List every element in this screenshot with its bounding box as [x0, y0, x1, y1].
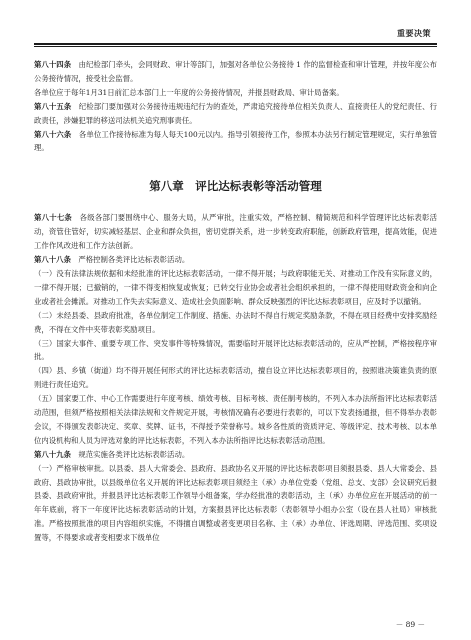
article-text: 严格控制各类评比达标表彰活动。: [70, 255, 190, 265]
article-84-continued: 各单位应于每年1月31日前汇总本部门上一年度的公务接待情况，并报县财政局、审计局备案。: [34, 87, 344, 97]
article-label: 第八十四条: [34, 60, 72, 69]
article-label: 第八十八条: [34, 255, 71, 265]
page-number: － 89 －: [395, 620, 425, 629]
article-89-item-1: （一）严格审核审批。以县委、县人大常委会、县政府、县政协名义开展的评比达标表彰项目须报县委、县人大常委会、县政府、县政协审批，以县级单位名义开展的评比达标表彰项目须经主（承）办单位党委（党组、总支、支部）会议研究后报县委、县政府审批，并报县评比达标表彰工作领导小组备案，学办经批准的表彰活动，主（承）办单位应在开展活动的前一年年底前，将下一年度评比达标表彰活动的计划，方案报县评比达标表彰（表彰领导小组办公室（设在县人社局）审核批准。严格按照批准的项目内容组织实施，不得擅自调整或者变更项目名称、主（承）办单位、评选周期、评选范围、奖项设置等，不得要求或者变相要求下级单位: [34, 463, 437, 543]
article-label: 第八十五条: [34, 101, 72, 111]
article-89: [34, 448, 437, 462]
article-text: 由纪检部门牵头，会同财政、审计等部门，加强对各单位公务接待 1 作的监督检查和审计管理，并按年度公布公务接待情况，接受社会监督。: [34, 60, 437, 83]
article-text: 各级各部门要围绕中心、服务大局，从严审批，注重实效，严格控制、精简规范和科学管理评比达标表彰活动，资管住管好，切实减轻基层、企业和群众负担，密切党群关系，进一步转变政府职能，创新政府管理，提高效能，促进工作作风改进和工作方法创新。: [34, 213, 437, 251]
article-text: 规范实施各类评比达标表彰活动。: [70, 449, 190, 459]
article-text: 纪检部门要加强对公务接待违规违纪行为的查处，严肃追究接待单位相关负责人、直接责任人的党纪责任、行政责任，涉嫌犯罪的移送司法机关追究刑事责任。: [34, 101, 437, 125]
header-rule-thick: [34, 43, 437, 45]
article-label: 第八十七条: [34, 213, 73, 223]
article-88-item-1: （一）没有法律法规依据和未经批准的评比达标表彰活动，一律不得开展；与政府职能无关、对推动工作没有实际意义的，一律不得开展；已撤销的，一律不得变相恢复或恢复；已转交行业协会或者社会组织承担的，一律不得使用财政资金和向企业或者社会摊派。对推动工作失去实际意义、造成社会负面影响、群众反映强烈的评比达标表彰项目，应及时予以撤销。: [34, 268, 437, 306]
article-label: 第八十六条: [34, 129, 72, 139]
article-88-item-2: （二）未经县委、县政府批准，各单位制定工作制度、措施、办法时不得自行规定奖励条款，不得在项目经费中安排奖励经费，不得在文件中夹带表彰奖励项目。: [34, 310, 437, 334]
article-label: 第八十九条: [34, 449, 71, 459]
article-88: [34, 253, 437, 267]
body-text: [34, 58, 437, 545]
article-text: 各单位工作接待标准为每人每天100元以内。指导引领接待工作，参照本办法另行制定管理规定，实行单独管理。: [34, 129, 437, 153]
chapter-title: 第八章 评比达标表彰等活动管理: [149, 179, 322, 194]
header-rule-thin: [34, 46, 437, 47]
article-85: [34, 100, 437, 128]
article-86: [34, 128, 437, 156]
article-88-item-4: （四）县、乡镇（街道）均不得开展任何形式的评比达标表彰活动，擅自设立评比达标表彰项目的，按照谁决策谁负责的原则进行责任追究。: [34, 366, 437, 390]
article-88-item-5: （五）国家要工作、中心工作需要进行年度考核、绩效考核、目标考核、责任制考核的，不列入本办法所指评比达标表彰活动范围，但须严格按照相关法律法规和文件规定开展，考核情况确有必要进行表彰的，可以下发表扬通报，但不得举办表彰会议，不得颁发表彰决定、奖章、奖牌、证书，不得授予荣誉称号。城乡各性质的资质评定、等级评定、技术考核、以本单位内设机构和人员为评选对象的评比达标表彰，不列入本办法所指评比达标表彰活动范围。: [34, 394, 437, 445]
article-87: [34, 211, 437, 253]
running-head: 重要决策: [397, 29, 431, 38]
article-84: [34, 58, 437, 86]
article-88-item-3: （三）国家大事件、重要专项工作、突发事件等特殊情况，需要临时开展评比达标表彰活动的，应从严控制，严格按程序审批。: [34, 338, 437, 362]
